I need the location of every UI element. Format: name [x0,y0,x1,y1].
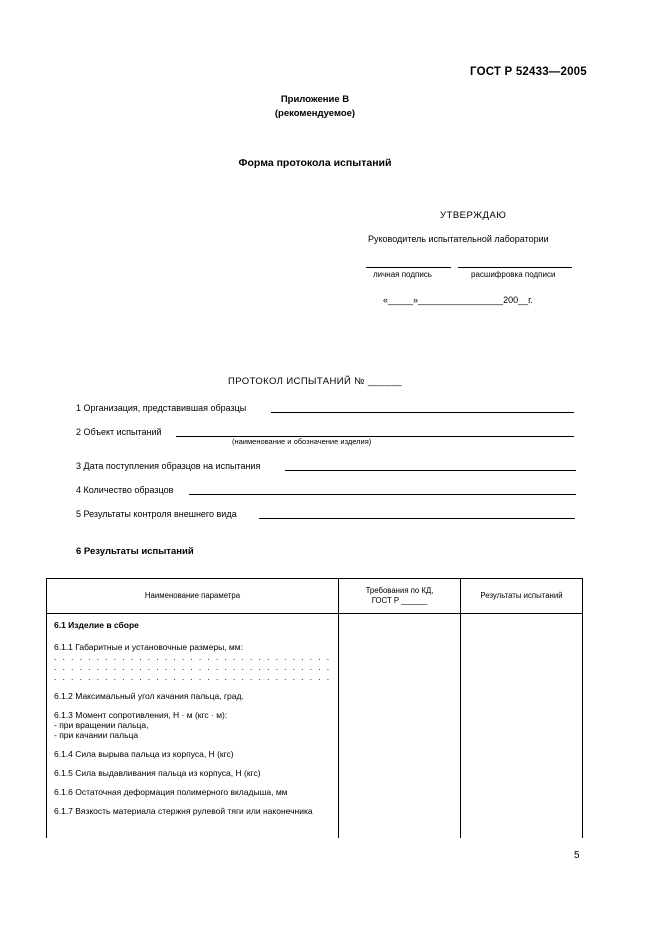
results-table [46,578,583,838]
approval-head-title: Руководитель испытательной лаборатории [368,234,549,244]
row-push-out-force: 6.1.5 Сила выдавливания пальца из корпуса, Н (кгс) [54,768,261,778]
field-object: 2 Объект испытаний [76,427,162,437]
row-max-angle: 6.1.2 Максимальный угол качания пальца, град. [54,691,244,701]
requirements-cell [339,614,461,839]
signature-caption: личная подпись [373,270,432,279]
signature-line [366,267,451,268]
header-parameter: Наименование параметра [47,579,339,614]
row-moment-swing: - при качании пальца [54,730,139,740]
dots-line-1: . . . . . . . . . . . . . . . . . . . . . . . . . . . . . . . . . [54,652,332,662]
field-visual-inspection: 5 Результаты контроля внешнего вида [76,509,237,519]
annex-title: Приложение В [280,94,350,105]
parameter-cell [47,614,339,839]
row-viscosity: 6.1.7 Вязкость материала стержня рулевой тяги или наконечника [54,806,313,816]
annex-status: (рекомендуемое) [274,108,356,119]
approval-heading: УТВЕРЖДАЮ [440,210,507,221]
dots-line-3: . . . . . . . . . . . . . . . . . . . . . . . . . . . . . . . . . [54,672,332,682]
field-object-caption: (наименование и обозначение изделия) [232,437,372,446]
row-assembly: 6.1 Изделие в сборе [54,620,139,630]
field-organization: 1 Организация, представившая образцы [76,403,247,413]
row-dimensions: 6.1.1 Габаритные и установочные размеры, мм: [54,642,243,652]
field-organization-line [271,412,574,413]
row-moment-rotation: - при вращении пальца, [54,720,149,730]
row-residual-deformation: 6.1.6 Остаточная деформация полимерного вкладыша, мм [54,787,288,797]
protocol-title: ПРОТОКОЛ ИСПЫТАНИЙ № ______ [228,376,402,387]
field-visual-inspection-line [259,518,575,519]
field-receipt-date-line [285,470,576,471]
signature-decode-caption: расшифровка подписи [471,270,556,279]
page-number: 5 [574,850,580,861]
row-pull-out-force: 6.1.4 Сила вырыва пальца из корпуса, Н (кгс) [54,749,234,759]
standard-number: ГОСТ Р 52433—2005 [470,66,587,78]
field-sample-count-line [189,494,576,495]
row-moment: 6.1.3 Момент сопротивления, Н · м (кгс · м): [54,710,228,720]
section-6-title: 6 Результаты испытаний [76,546,194,557]
header-results: Результаты испытаний [461,579,583,614]
approval-date: «_____»_________________200__г. [383,295,533,305]
dots-line-2: . . . . . . . . . . . . . . . . . . . . . . . . . . . . . . . . . [54,662,332,672]
results-cell [461,614,583,839]
header-requirements-line2: ГОСТ Р ______ [371,596,428,605]
header-requirements-line1: Требования по КД, [365,586,434,595]
form-title: Форма протокола испытаний [238,157,392,169]
field-sample-count: 4 Количество образцов [76,485,174,495]
signature-decode-line [458,267,572,268]
header-requirements [339,579,461,614]
field-receipt-date: 3 Дата поступления образцов на испытания [76,461,261,471]
